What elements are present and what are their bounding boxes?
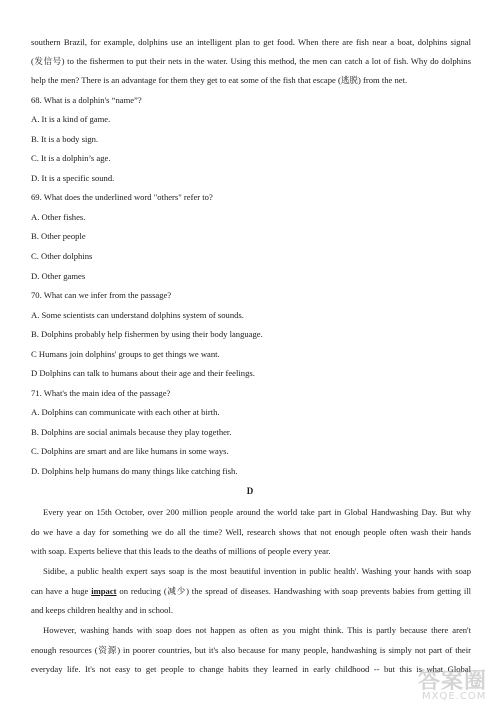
- option-d: D. Other games: [31, 271, 86, 281]
- passage-line: southern Brazil, for example, dolphins use an intelligent plan to get food. When there are fish near a boat, dolphins signal: [31, 37, 471, 47]
- watermark-logo: [418, 664, 498, 706]
- paragraph-line: Every year on 15th October, over 200 million people around the world take part in Global Handwashing Day. But why: [43, 507, 471, 517]
- watermark-url: MXQE.COM: [422, 691, 487, 702]
- paragraph-line: [31, 586, 471, 597]
- option-c: C Humans join dolphins' groups to get things we want.: [31, 349, 220, 359]
- option-d: D Dolphins can talk to humans about their age and their feelings.: [31, 368, 255, 378]
- option-b: B. Dolphins probably help fishermen by using their body language.: [31, 329, 263, 339]
- underlined-word: impact: [91, 586, 117, 596]
- question-stem: 70. What can we infer from the passage?: [31, 290, 172, 300]
- option-d: D. It is a specific sound.: [31, 173, 115, 183]
- question-stem: 68. What is a dolphin's “name”?: [31, 95, 142, 105]
- option-c: C. Dolphins are smart and are like humans in some ways.: [31, 446, 229, 456]
- text-run: on reducing (减少) the spread of diseases. Handwashing with soap prevents babies from getting ill: [116, 586, 471, 596]
- text-run: can have a huge: [31, 586, 92, 596]
- option-a: A. It is a kind of game.: [31, 114, 111, 124]
- passage-line: (发信号) to the fishermen to put their nets in the water. Using this method, the men can catch a lot of fish. Why do dolphins: [31, 56, 471, 66]
- question-stem: 69. What does the underlined word "others" refer to?: [31, 192, 213, 202]
- option-d: D. Dolphins help humans do many things like catching fish.: [31, 466, 238, 476]
- option-c: C. It is a dolphin’s age.: [31, 153, 111, 163]
- option-a: A. Dolphins can communicate with each other at birth.: [31, 407, 220, 417]
- paragraph-line: with soap. Experts believe that this leads to the deaths of millions of people every year.: [31, 546, 331, 556]
- paragraph-line: However, washing hands with soap does not happen as often as you might think. This is partly because there aren't: [43, 625, 471, 635]
- paragraph-line: enough resources (资源) in poorer countries, but it's also because for many people, handwashing is simply not part of their: [31, 645, 471, 655]
- question-stem: 71. What's the main idea of the passage?: [31, 388, 171, 398]
- section-heading: D: [246, 486, 254, 496]
- option-b: B. It is a body sign.: [31, 134, 99, 144]
- option-a: A. Some scientists can understand dolphins system of sounds.: [31, 310, 244, 320]
- paragraph-line: Sidibe, a public health expert says soap is the most beautiful invention in public health'. Washing your hands with soap: [43, 566, 471, 576]
- passage-line: help the men? There is an advantage for them they get to eat some of the fish that escape (逃脱) from the net.: [31, 75, 408, 85]
- paragraph-line: everyday life. It's not easy to get people to change habits they learned in early childhood -- but this is what Global: [31, 664, 471, 674]
- paragraph-line: and keeps children healthy and in school.: [31, 605, 173, 615]
- option-b: B. Other people: [31, 231, 86, 241]
- option-b: B. Dolphins are social animals because they play together.: [31, 427, 232, 437]
- watermark-text: 答案圈: [418, 669, 488, 694]
- option-c: C. Other dolphins: [31, 251, 93, 261]
- paragraph-line: do we have a day for something we do all the time? Well, research shows that not enough people often wash their hands: [31, 527, 471, 537]
- option-a: A. Other fishes.: [31, 212, 86, 222]
